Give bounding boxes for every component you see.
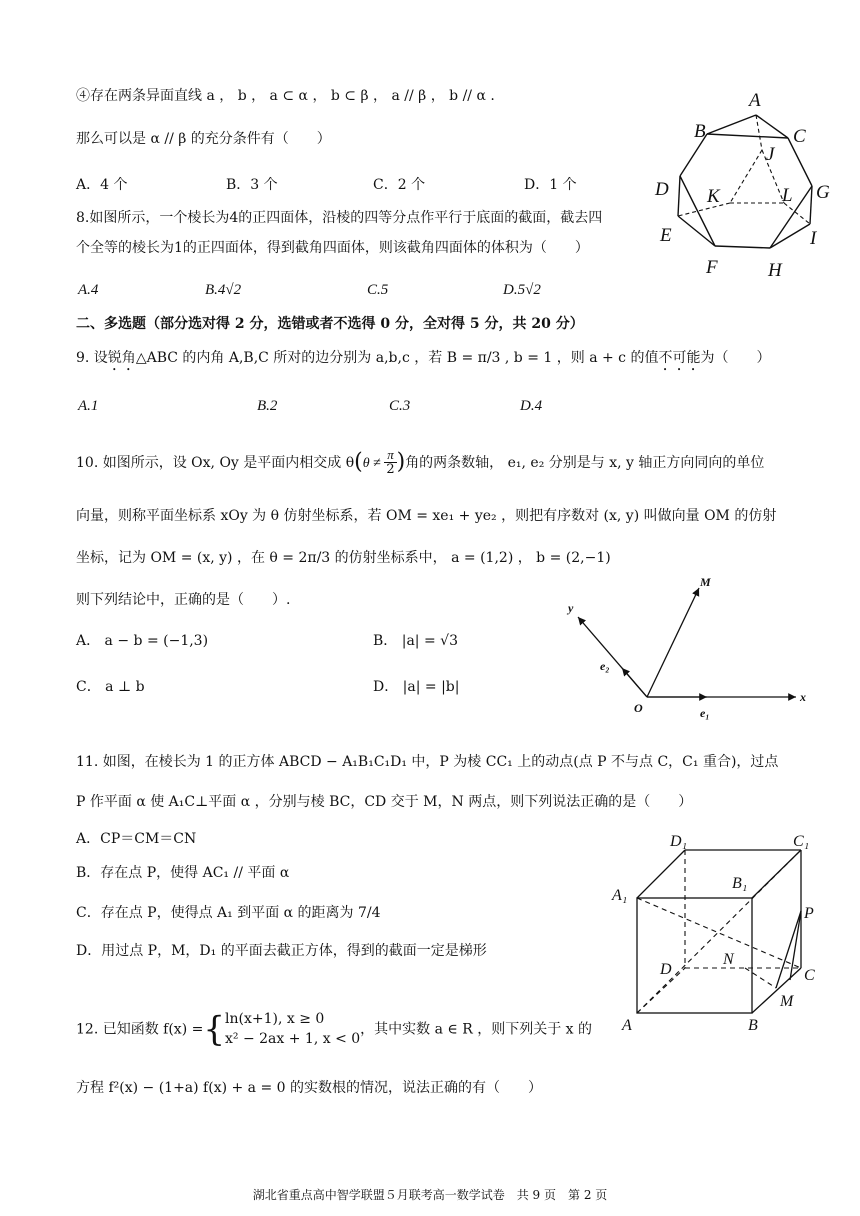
q10-line-1: 10. 如图所示，设 Ox, Oy 是平面内相交成 θ(θ ≠ $\frac{\pi}{2}$ )角的两条数轴， e₁, e₂ 分别是与 x, y 轴正方向同向的单位 <box>76 447 765 478</box>
q7-option-b: B．3 个 <box>226 177 278 193</box>
q8-option-d: D.5√2 <box>503 282 541 298</box>
q9-stem: 9. 设锐角△ABC 的内角 A,B,C 所对的边分别为 a,b,c ，若 B = π/3 , b = 1 ，则 a + c 的值不可能为（ ） <box>76 350 771 366</box>
page-footer: 湖北省重点高中智学联盟５月联考高一数学试卷 共 9 页 第 2 页 <box>252 1188 608 1202</box>
q12-line-1: 12. 已知函数 f(x) ={ ln(x+1), x ≥ 0 x² − 2ax + 1, x < 0 ，其中实数 a ∈ R ，则下列关于 x 的 <box>76 1009 593 1050</box>
origin-label-o: O <box>634 701 643 715</box>
point-label-m: M <box>780 993 794 1010</box>
vertex-label-d1: D₁ <box>670 833 688 850</box>
q9-emphasis-impossible: 不可能 <box>658 350 701 366</box>
q9-emphasis-acute: 锐角 <box>107 350 136 366</box>
q11-option-a: A．CP＝CM＝CN <box>76 831 197 847</box>
q9-option-b: B.2 <box>257 398 278 414</box>
q9-option-a: A.1 <box>78 398 99 414</box>
q8-line-2: 个全等的棱长为1的正四面体，得到截角四面体，则该截角四面体的体积为（ ） <box>76 240 589 256</box>
q10-option-c: C． a ⊥ b <box>76 679 145 695</box>
q12-case-2: x² − 2ax + 1, x < 0 <box>225 1030 361 1047</box>
section-title-multiple-choice: 二、多选题（部分选对得 2 分，选错或者不选得 0 分，全对得 5 分，共 20 分） <box>76 316 584 332</box>
q11-option-c: C．存在点 P，使得点 A₁ 到平面 α 的距离为 7/4 <box>76 905 381 921</box>
vertex-label-b: B <box>748 1017 758 1034</box>
vertex-label-g: G <box>816 182 830 203</box>
q9-option-d: D.4 <box>520 398 543 414</box>
q10-line-3: 坐标，记为 OM = (x, y) ，在 θ = 2π/3 的仿射坐标系中， a = (1,2) ， b = (2,−1) <box>76 550 611 566</box>
q7-option-d: D．1 个 <box>524 177 577 193</box>
axis-label-y: y <box>568 601 574 615</box>
vertex-label-k: K <box>707 186 720 207</box>
q12-line-2: 方程 f²(x) − (1+a) f(x) + a = 0 的实数根的情况，说法正确的有（ ） <box>76 1080 543 1096</box>
q7-question: 那么可以是 α // β 的充分条件有（ ） <box>76 131 331 147</box>
vertex-label-i: I <box>810 228 817 249</box>
vertex-label-d: D <box>660 961 672 978</box>
cube-figure <box>610 828 825 1038</box>
vertex-label-a: A <box>749 90 761 111</box>
q12-case-1: ln(x+1), x ≥ 0 <box>225 1011 325 1027</box>
vector-label-e1: e₁ <box>700 706 710 720</box>
vertex-label-c: C <box>793 126 806 147</box>
vertex-label-c: C <box>804 967 815 984</box>
q11-option-b: B．存在点 P，使得 AC₁ // 平面 α <box>76 865 290 881</box>
q11-line-1: 11. 如图，在棱长为 1 的正方体 ABCD − A₁B₁C₁D₁ 中，P 为棱 CC₁ 上的动点(点 P 不与点 C，C₁ 重合)，过点 <box>76 754 779 770</box>
q11-line-2: P 作平面 α 使 A₁C⊥平面 α ，分别与棱 BC，CD 交于 M，N 两点，则下列说法正确的是（ ） <box>76 794 693 810</box>
q7-option-a: A．4 个 <box>76 177 128 193</box>
affine-coordinate-figure <box>560 572 820 727</box>
truncated-tetrahedron-figure <box>650 88 840 283</box>
q9-option-c: C.3 <box>389 398 411 414</box>
q10-line-4: 则下列结论中，正确的是（ ）. <box>76 592 291 608</box>
q7-option-c: C．2 个 <box>373 177 426 193</box>
q8-option-a: A.4 <box>78 282 99 298</box>
q7-condition-4: ④存在两条异面直线 a ， b ， a ⊂ α ， b ⊂ β ， a // β ， b // α . <box>76 88 495 104</box>
vertex-label-a: A <box>622 1017 632 1034</box>
q10-option-a: A． a − b = (−1,3) <box>76 633 209 649</box>
vertex-label-h: H <box>768 260 782 281</box>
point-label-n: N <box>723 951 734 968</box>
point-label-p: P <box>804 905 814 922</box>
vertex-label-c1: C₁ <box>793 833 810 850</box>
q8-option-b: B.4√2 <box>205 282 242 298</box>
vertex-label-d: D <box>655 179 669 200</box>
point-label-m: M <box>700 575 711 589</box>
vertex-label-e: E <box>660 225 672 246</box>
vertex-label-b1: B₁ <box>732 875 748 892</box>
q10-line-2: 向量，则称平面坐标系 xOy 为 θ 仿射坐标系，若 OM = xe₁ + ye₂ ，则把有序数对 (x, y) 叫做向量 OM 的仿射 <box>76 508 777 524</box>
vertex-label-a1: A₁ <box>612 887 628 904</box>
q8-option-c: C.5 <box>367 282 389 298</box>
vertex-label-f: F <box>706 257 718 278</box>
vertex-label-b: B <box>694 121 706 142</box>
axis-label-x: x <box>800 690 806 704</box>
q8-line-1: 8.如图所示，一个棱长为4的正四面体，沿棱的四等分点作平行于底面的截面，截去四 <box>76 210 603 226</box>
vertex-label-l: L <box>782 185 793 206</box>
q10-option-d: D． |a| = |b| <box>373 679 460 695</box>
q11-option-d: D．用过点 P，M，D₁ 的平面去截正方体，得到的截面一定是梯形 <box>76 943 487 959</box>
vector-label-e2: e₂ <box>600 659 610 673</box>
q10-option-b: B． |a| = √3 <box>373 633 458 649</box>
vertex-label-j: J <box>766 144 775 165</box>
